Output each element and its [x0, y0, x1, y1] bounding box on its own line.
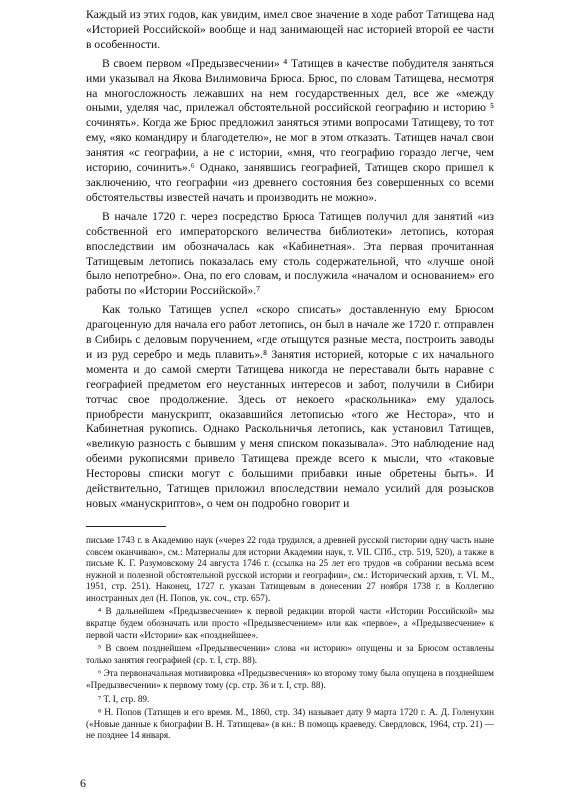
footnote-8: ⁸ Н. Попов (Татищев и его время. М., 1860, стр. 34) называет дату 9 марта 1720 г. А. Д. Голенухин («Новые данные к биографии В. Н. Татищева» (в кн.: В помощь краеведу. Свердловск, 1964, стр. 21) — не позднее 14 января. [86, 707, 494, 741]
paragraph-3: В начале 1720 г. через посредство Брюса Татищев получил для занятий «из собственной его императорского величества библиотеки» летопись, которая впоследствии им обозначалась как «Кабинетная». Эта первая прочитанная Татищевым летопись показалась ему столь содержательной, что «лучше оной было непотребно». Она, по его словам, и послужила «началом и основанием» его работы по «Истории Российской».⁷ [86, 209, 494, 298]
footnote-continued: письме 1743 г. в Академию наук («через 22 года трудился, а древней русской гистории одну часть ныне совсем оканчиваю», см.: Материалы для истории Академии наук, т. VII. СПб., стр. 519, 520), а также в письме К. Г. Разумовскому 24 августа 1746 г. (ссылка на 25 лет его трудов «в собрании весьма всем нужной и полезной обстоятельной русской истории и географии», см.: Исторический архив, т. VI. М., 1951, стр. 251). Наконец, 1727 г. указан Татищевым в донесении 27 ноября 1738 г. в Коллегию иностранных дел (Н. Попов, ук. соч., стр. 657). [86, 534, 494, 603]
paragraph-1: Каждый из этих годов, как увидим, имел свое значение в ходе работ Татищева над «Историей Российской» вообще и над занимающей нас историей второй ее части в особенности. [86, 8, 494, 51]
footnote-4: ⁴ В дальнейшем «Предызвесчение» к первой редакции второй части «Истории Российской» мы вкратце будем обозначать или просто «Предызвесчением» или как «первое», а «Предызвесчение» к первой части «Истории» как «позднейшее». [86, 606, 494, 640]
footnote-6: ⁶ Эта первоначальная мотивировка «Предызвесчения» ко второму тому была опущена в позднейшем «Предызвесчении» к первому тому (ср. стр. 36 и т. I, стр. 88). [86, 668, 494, 691]
paragraph-4: Как только Татищев успел «скоро списать» доставленную ему Брюсом драгоценную для начала его работ летопись, он был в начале же 1720 г. отправлен в Сибирь с деловым поручением, «где отыщутся разные места, построить заводы и из руд серебро и медь плавить».⁸ Занятия историей, которые с их начального момента и до самой смерти Татищева никогда не переставали быть наравне с географией предметом его неустанных интересов и забот, получили в Сибири тотчас свое продолжение. Здесь от некоего «раскольника» ему удалось приобрести манускрипт, оказавшийся летописью «того же Нестора», что и Кабинетная рукопись. Однако Раскольничья летопись, как установил Татищев, «великую разность с бывшим у меня списком показывала». Это наблюдение над обеими рукописями привело Татищева прежде всего к мысли, что «таковые Несторовы списки могут с большими прибавки иные обретены быть». И действительно, Татищев приложил впоследствии немало усилий для розысков новых «манускриптов», о чем он подробно говорит и [86, 303, 494, 510]
page-number: 6 [80, 776, 86, 790]
footnote-7: ⁷ Т. I, стр. 89. [98, 693, 150, 704]
footnote-divider [86, 526, 166, 527]
footnote-5: ⁵ В своем позднейшем «Предызвесчении» слова «и историю» опущены и за Брюсом оставлены только занятия географией (ср. т. I, стр. 88). [86, 643, 494, 665]
page-body [86, 8, 494, 742]
paragraph-2: В своем первом «Предызвесчении» ⁴ Татищев в качестве побудителя заняться ими указывал на Якова Вилимовича Брюса. Брюс, по словам Татищева, несмотря на многосложность лежавших на нем государственных дел, все же «между оными, уделяя час, прилежал обстоятельной российской географию и историю ⁵ сочинять». Когда же Брюс предложил заняться этими вопросами Татищеву, то тот ему, «яко командиру и благодетелю», не мог в этом отказать. Татищев начал свои занятия «с географии, а не с истории, «мня, что географию гораздо легче, чем историю, сочинить».⁶ Однако, занявшись географией, Татищев скоро пришел к заключению, что географии «из древнего состояния без совершенных со всеми обстоятельствы известей начать и производить не можно». [86, 56, 494, 204]
